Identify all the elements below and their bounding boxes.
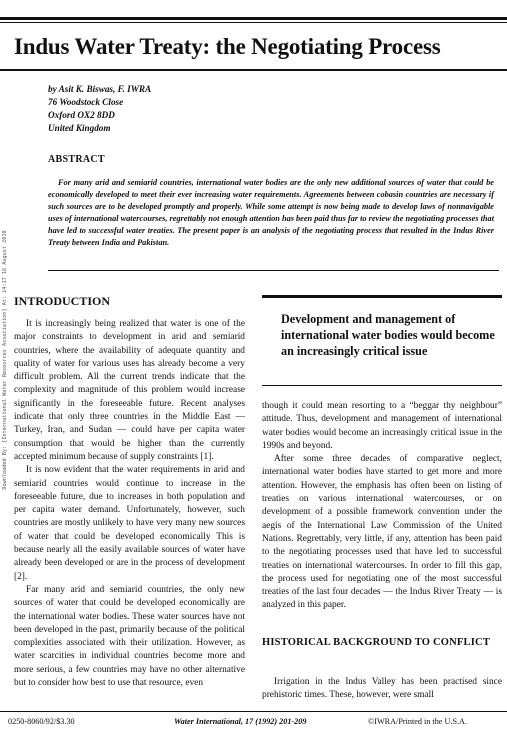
top-rule-thick: [0, 17, 507, 20]
author-address-line2: Oxford OX2 8DD: [48, 110, 115, 120]
body-paragraph: After some three decades of comparative neglect, international water bodies have started to get more and more attention. However, the emphasis has often been on listing of treaties on various international watercourses, or on development of a possible framework convention under the aegis of the International Law Commission of the United Nations. Regrettably, very little, if any, attention has been paid to the negotiating processes used that have led to successful treaties on international watercourses. In order to fill this gap, the process used for negotiating one of the most successful treaties of the last four decades — the Indus River Treaty — is analyzed in this paper.: [262, 454, 502, 611]
author-block: [48, 83, 151, 135]
body-paragraph: Irrigation in the Indus Valley has been practised since prehistoric times. These, however, were small: [262, 677, 502, 701]
author-address-line1: 76 Woodstock Close: [48, 97, 124, 107]
download-watermark-text: Downloaded By: [International Water Resources Association] At: 14:17 16 August 2010: [2, 230, 8, 490]
pull-quote: Development and management of international water bodies would become an increasingly critical issue: [281, 312, 495, 358]
paper-title: Indus Water Treaty: the Negotiating Process: [14, 34, 441, 59]
abstract-rule: [48, 270, 499, 271]
body-paragraph: though it could mean resorting to a “beggar thy neighbour” attitude. Thus, development and management of international water bodies would become an increasingly critical issue in the 1990s and beyond.: [262, 401, 502, 451]
abstract-text: For many arid and semiarid countries, international water bodies are the only new additional sources of water that could be economically developed to meet their ever increasing water requirements. Agreements between cobasin countries are necessary if such sources are to be developed promptly and properly. While some attempt is now being made to develop laws of nonnavigable uses of international watercourses, regrettably not enough attention has been paid thus far to review the negotiating processes that have led to successful water treaties. The present paper is an analysis of the negotiating process that resulted in the Indus River Treaty between India and Pakistan.: [48, 178, 495, 247]
author-country: United Kingdom: [48, 123, 111, 133]
right-column-continued: [262, 676, 502, 703]
author-name: by Asit K. Biswas, F. IWRA: [48, 84, 152, 94]
callout-rule-bottom: [262, 385, 502, 386]
abstract-heading: ABSTRACT: [48, 154, 105, 165]
right-column: [262, 400, 502, 613]
intro-paragraph: Far many arid and semiarid countries, the only new sources of water that could be developed economically are the international water bodies. These water sources have not been developed in the past, primarily because of the political complexities associated with their utilization. However, as water scarcities in individual countries become more and more serious, a few countries may have no other alternative but to consider how best to use that resource, even: [14, 584, 245, 689]
title-rule: [0, 69, 507, 71]
intro-paragraph: It is now evident that the water requirements in arid and semiarid countries would continue to increase in the foreseeable future, due to increases in both population and per capita water demand. Unfortunately, however, such countries are mostly unlikely to have very many new sources of water that could be developed economically This is because nearly all the easily available sources of water have already been developed or are in the process of development [2].: [14, 465, 245, 582]
footer-copyright: ©IWRA/Printed in the U.S.A.: [368, 717, 468, 726]
historical-background-heading: HISTORICAL BACKGROUND TO CONFLICT: [262, 637, 491, 648]
footer-journal: Water International, 17 (1992) 201-209: [174, 717, 307, 726]
footer-code: 0250-8060/92/$3.30: [8, 717, 75, 726]
intro-paragraph: It is increasingly being realized that water is one of the major constraints to development in arid and semiarid countries, where the availability of adequate quantity and quality of water for various uses has already become a very difficult problem. All the current trends indicate that the complexity and magnitude of this problem would increase significantly in the foreseeable future. Recent analyses indicate that only three countries in the Middle East — Turkey, Iran, and Sudan — could have per capita water consumption that would be higher than the currently accepted minimum because of supply constraints [1].: [14, 319, 245, 462]
top-rule-thin: [0, 22, 507, 23]
callout-rule-top: [262, 295, 502, 298]
left-column: [14, 318, 245, 690]
introduction-heading: INTRODUCTION: [14, 294, 111, 308]
download-watermark: [0, 170, 10, 550]
footer-rule: [0, 711, 507, 712]
